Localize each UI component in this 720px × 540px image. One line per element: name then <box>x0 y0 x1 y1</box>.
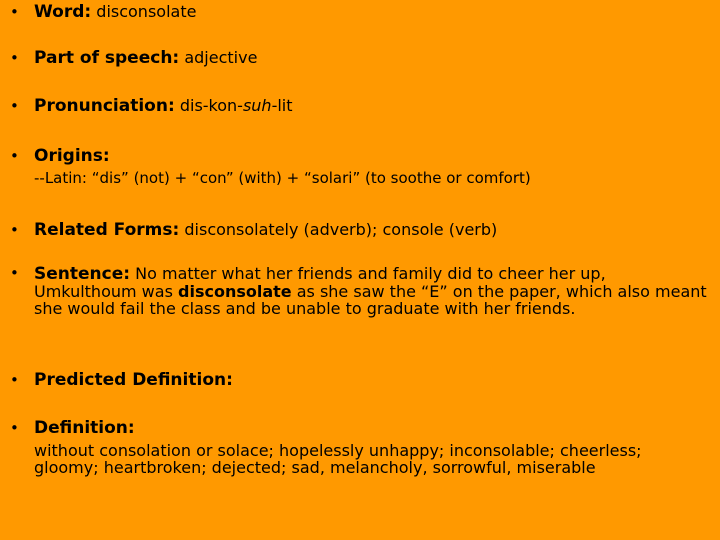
pronunciation-label: Pronunciation: <box>34 96 175 116</box>
pronunciation-stressed: suh <box>242 96 272 115</box>
related-forms-item <box>10 220 710 240</box>
definition-label: Definition: <box>34 418 135 438</box>
word-item <box>10 2 710 22</box>
word-label: Word: <box>34 2 92 22</box>
bullet-icon: • <box>10 3 19 21</box>
pronunciation-post: -lit <box>271 96 293 115</box>
word-value: disconsolate <box>96 2 197 21</box>
definition-item <box>10 418 710 476</box>
sentence-post: as she saw the “E” on the paper, which also meant she would fail the class and be unable to graduate with her friends. <box>34 282 707 318</box>
bullet-icon: • <box>10 419 19 437</box>
origins-value: --Latin: “dis” (not) + “con” (with) + “solari” (to soothe or comfort) <box>34 169 531 187</box>
bullet-icon: • <box>10 97 19 115</box>
part-of-speech-label: Part of speech: <box>34 48 180 68</box>
pronunciation-item <box>10 96 710 116</box>
predicted-definition-label: Predicted Definition: <box>34 370 233 390</box>
sentence-paragraph <box>34 265 710 317</box>
definition-value: without consolation or solace; hopelessly unhappy; inconsolable; cheerless; gloomy; heartbroken; dejected; sad, melancholy, sorrowful, miserable <box>34 441 642 477</box>
sentence-keyword: disconsolate <box>178 282 292 301</box>
bullet-icon: • <box>10 264 19 282</box>
origins-item <box>10 146 710 187</box>
bullet-icon: • <box>10 49 19 67</box>
sentence-label: Sentence: <box>34 264 131 284</box>
part-of-speech-value: adjective <box>184 48 258 67</box>
bullet-icon: • <box>10 371 19 389</box>
bullet-icon: • <box>10 147 19 165</box>
part-of-speech-item <box>10 48 710 68</box>
sentence-pre: No matter what her friends and family did to cheer her up, Umkulthoum was <box>34 264 606 301</box>
origins-label: Origins: <box>34 146 110 166</box>
predicted-definition-item <box>10 370 710 390</box>
related-forms-label: Related Forms: <box>34 220 180 240</box>
pronunciation-value <box>180 96 293 115</box>
bullet-icon: • <box>10 221 19 239</box>
sentence-item <box>10 264 710 317</box>
related-forms-value: disconsolately (adverb); console (verb) <box>184 220 498 239</box>
pronunciation-pre: dis-kon- <box>179 96 243 115</box>
